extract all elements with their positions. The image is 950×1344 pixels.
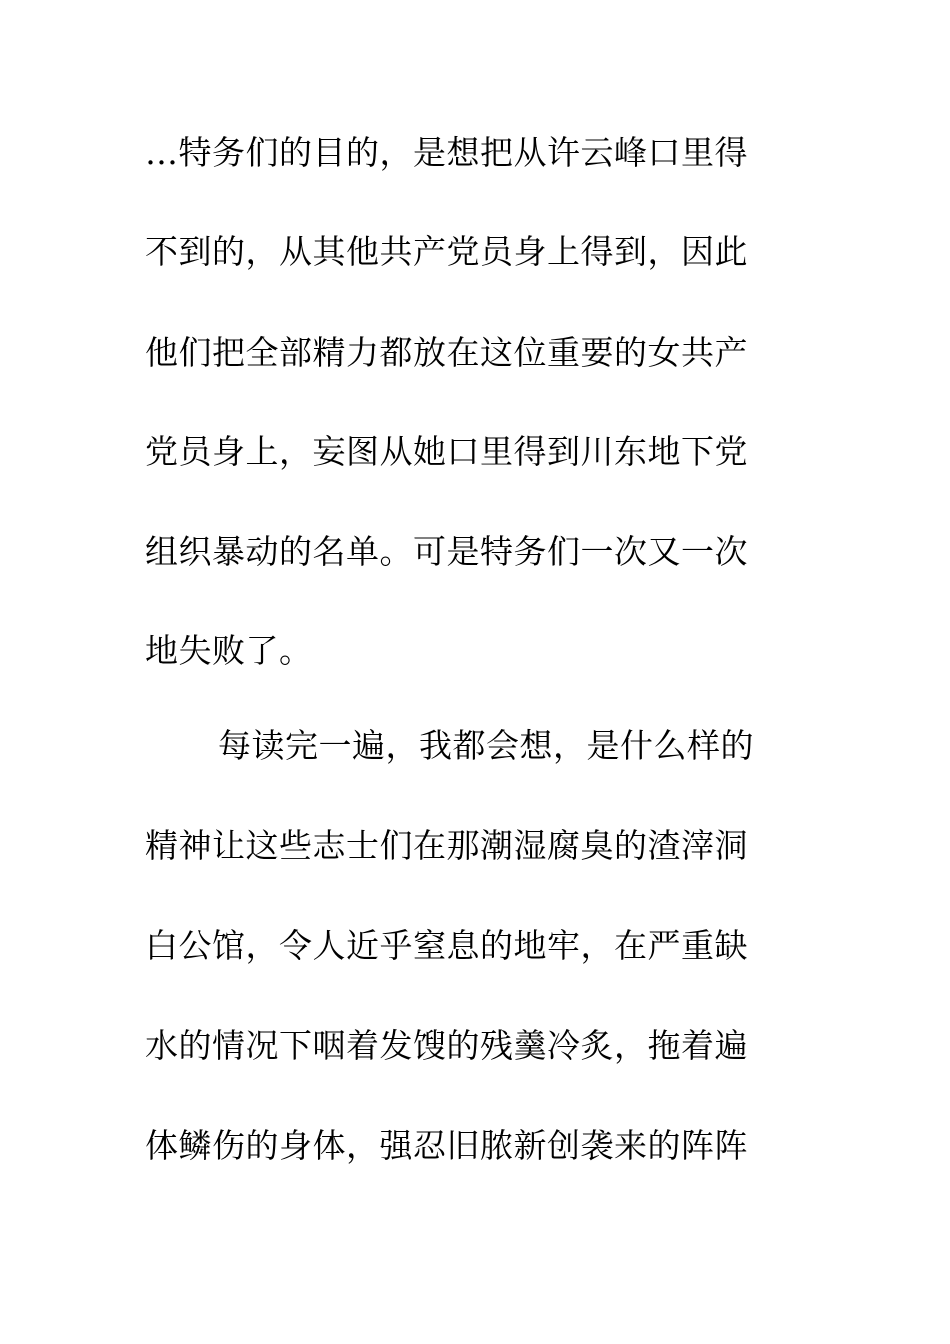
text-line-5: 组织暴动的名单。可是特务们一次又一次 bbox=[145, 532, 748, 571]
text-line-8: 精神让这些志士们在那潮湿腐臭的渣滓洞 bbox=[145, 826, 748, 865]
text-line-2: 不到的，从其他共产党员身上得到，因此 bbox=[145, 232, 748, 271]
text-line-11: 体鳞伤的身体，强忍旧脓新创袭来的阵阵 bbox=[145, 1126, 748, 1165]
text-line-1: …特务们的目的，是想把从许云峰口里得 bbox=[145, 133, 748, 172]
text-line-3: 他们把全部精力都放在这位重要的女共产 bbox=[145, 333, 748, 372]
text-line-4: 党员身上，妄图从她口里得到川东地下党 bbox=[145, 432, 748, 471]
text-line-7-paragraph-start: 每读完一遍，我都会想，是什么样的 bbox=[218, 726, 754, 765]
text-line-6: 地失败了。 bbox=[145, 631, 313, 670]
text-line-9: 白公馆，令人近乎窒息的地牢，在严重缺 bbox=[145, 926, 748, 965]
text-line-10: 水的情况下咽着发馊的残羹冷炙，拖着遍 bbox=[145, 1026, 748, 1065]
